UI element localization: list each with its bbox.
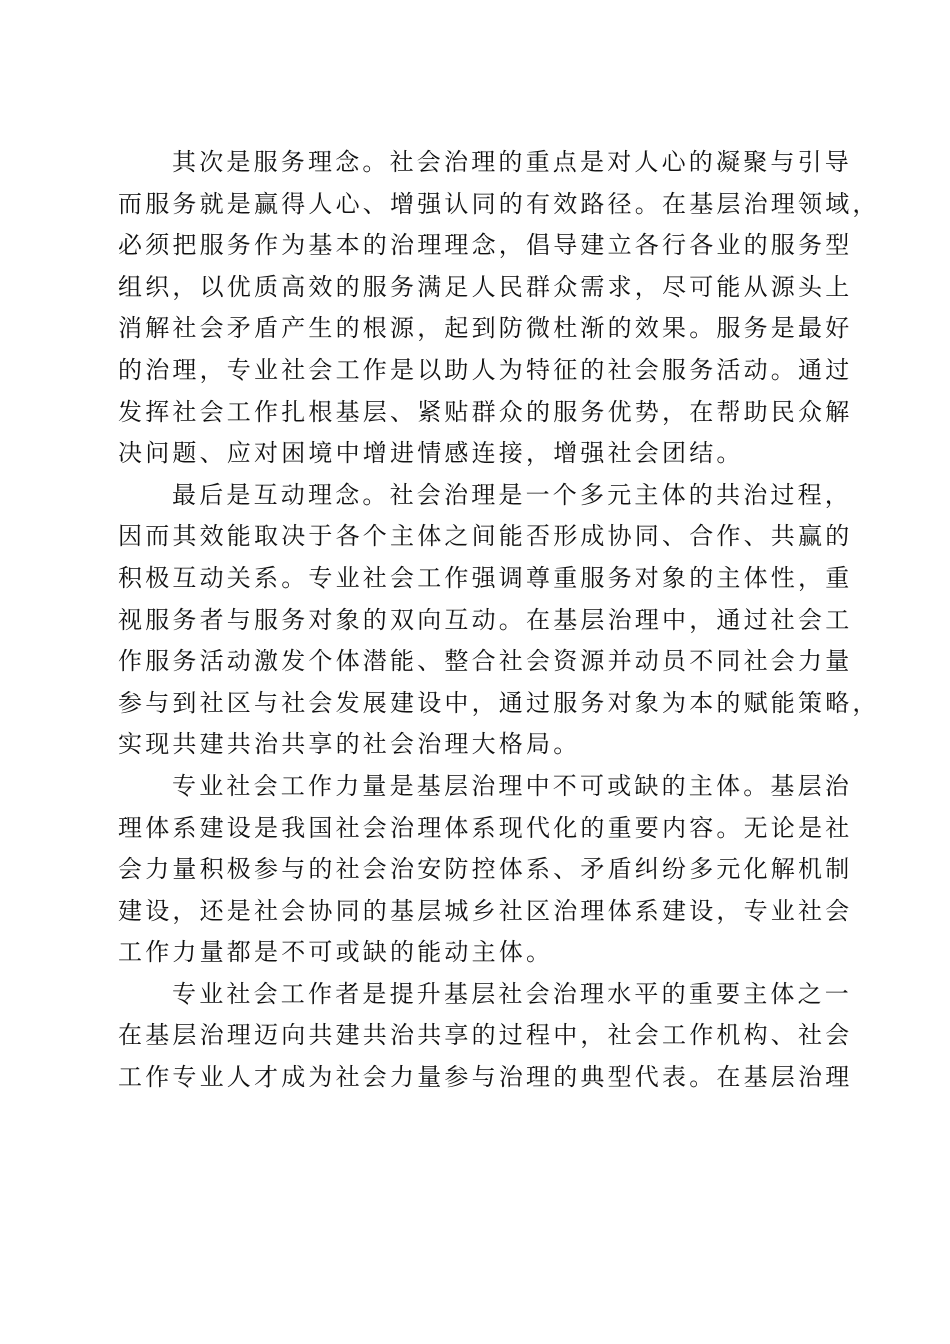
paragraph-4-line-1: 专业社会工作者是提升基层社会治理水平的重要主体之一 [172,979,852,1008]
paragraph-4-line-2: 在基层治理迈向共建共治共享的过程中，社会工作机构、社会 [118,1021,853,1050]
paragraph-1-line-7: 发挥社会工作扎根基层、紧贴群众的服务优势，在帮助民众解 [118,397,853,426]
paragraph-1-line-6: 的治理，专业社会工作是以助人为特征的社会服务活动。通过 [118,355,853,384]
paragraph-3-line-1: 专业社会工作力量是基层治理中不可或缺的主体。基层治 [172,771,852,800]
paragraph-1-line-4: 组织，以优质高效的服务满足人民群众需求，尽可能从源头上 [118,272,853,301]
paragraph-4-line-3: 工作专业人才成为社会力量参与治理的典型代表。在基层治理 [118,1063,853,1092]
paragraph-1-line-8: 决问题、应对困境中增进情感连接，增强社会团结。 [118,439,744,468]
paragraph-3-line-4: 建设，还是社会协同的基层城乡社区治理体系建设，专业社会 [118,896,853,925]
paragraph-3-line-3: 会力量积极参与的社会治安防控体系、矛盾纠纷多元化解机制 [118,855,853,884]
paragraph-3-line-5: 工作力量都是不可或缺的能动主体。 [118,938,554,967]
paragraph-2-line-3: 积极互动关系。专业社会工作强调尊重服务对象的主体性，重 [118,563,853,592]
paragraph-2-line-1: 最后是互动理念。社会治理是一个多元主体的共治过程， [172,480,852,509]
paragraph-1-line-2: 而服务就是赢得人心、增强认同的有效路径。在基层治理领域， [118,189,880,218]
paragraph-1-line-1: 其次是服务理念。社会治理的重点是对人心的凝聚与引导 [172,148,852,176]
paragraph-2-line-4: 视服务者与服务对象的双向互动。在基层治理中，通过社会工 [118,605,853,634]
document-body [118,142,880,1099]
paragraph-2-line-6: 参与到社区与社会发展建设中，通过服务对象为本的赋能策略， [118,688,880,717]
paragraph-2-line-2: 因而其效能取决于各个主体之间能否形成协同、合作、共赢的 [118,522,853,551]
paragraph-2-line-7: 实现共建共治共享的社会治理大格局。 [118,730,581,759]
paragraph-2-line-5: 作服务活动激发个体潜能、整合社会资源并动员不同社会力量 [118,647,853,676]
paragraph-1-line-3: 必须把服务作为基本的治理理念，倡导建立各行各业的服务型 [118,231,853,260]
paragraph-3-line-2: 理体系建设是我国社会治理体系现代化的重要内容。无论是社 [118,813,853,842]
paragraph-1-line-5: 消解社会矛盾产生的根源，起到防微杜渐的效果。服务是最好 [118,314,853,343]
